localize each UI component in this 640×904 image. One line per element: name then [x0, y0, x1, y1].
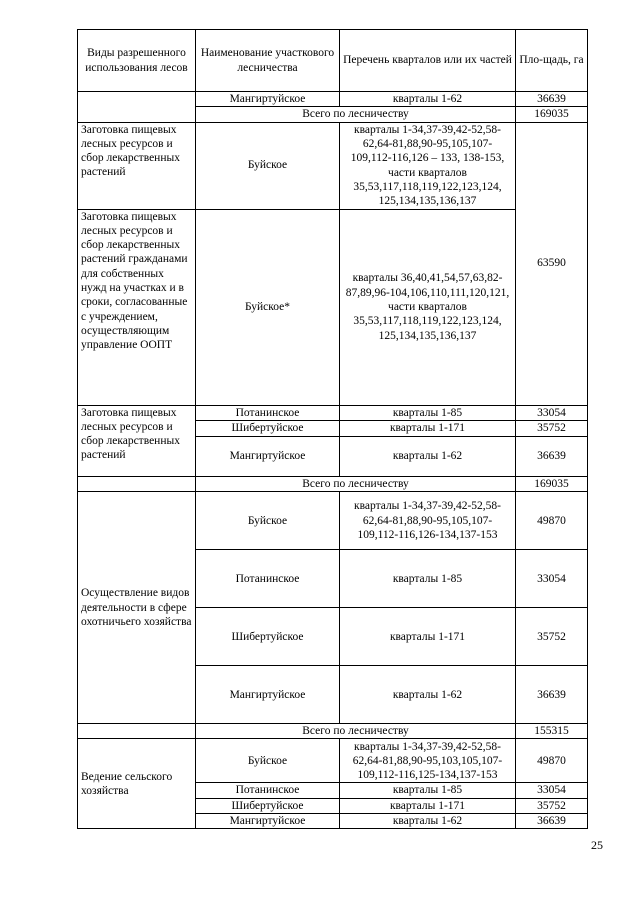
quarters-list: кварталы 1-62: [340, 436, 516, 476]
district-name: Шибертуйское: [196, 420, 340, 436]
total-label: Всего по лесничеству: [196, 107, 516, 122]
quarters-list: кварталы 1-171: [340, 420, 516, 436]
total-row: [78, 724, 588, 739]
area-value: 36639: [516, 814, 588, 829]
area-value: 35752: [516, 420, 588, 436]
header-quarters: Перечень кварталов или их частей: [340, 30, 516, 92]
district-name: Потанинское: [196, 550, 340, 608]
quarters-list: кварталы 1-62: [340, 814, 516, 829]
total-label: Всего по лесничеству: [196, 476, 516, 491]
use-type: Заготовка пищевых лесных ресурсов и сбор лекарственных растений гражданами для собственных нужд на участках и в сроки, согласованные с учреждением, осуществляющим управление ООПТ: [78, 209, 196, 405]
district-name: Мангиртуйское: [196, 666, 340, 724]
district-name: Мангиртуйское: [196, 814, 340, 829]
table-row: [78, 492, 588, 550]
quarters-list: кварталы 1-171: [340, 608, 516, 666]
table-header-row: [78, 30, 588, 92]
quarters-list: кварталы 1-62: [340, 666, 516, 724]
district-name: Буйское: [196, 122, 340, 209]
quarters-list: кварталы 36,40,41,54,57,63,82-87,89,96-104,106,110,111,120,121, части кварталов 35,53,117,118,119,122,123,124, 125,134,135,136,137: [340, 209, 516, 405]
use-type: Ведение сельского хозяйства: [78, 739, 196, 829]
area-value: 36639: [516, 666, 588, 724]
district-name: Мангиртуйское: [196, 436, 340, 476]
area-value: 33054: [516, 783, 588, 798]
quarters-list: кварталы 1-85: [340, 783, 516, 798]
quarters-list: кварталы 1-34,37-39,42-52,58-62,64-81,88,90-95,105,107-109,112-116,126-134,137-153: [340, 492, 516, 550]
quarters-list: кварталы 1-85: [340, 405, 516, 420]
total-area: 155315: [516, 724, 588, 739]
area-value: 33054: [516, 550, 588, 608]
empty-use-cell: [78, 92, 196, 123]
quarters-list: кварталы 1-34,37-39,42-52,58-62,64-81,88,90-95,103,105,107-109,112-116,125-134,137-153: [340, 739, 516, 783]
total-row: [78, 476, 588, 491]
area-value: 36639: [516, 92, 588, 107]
district-name: Буйское: [196, 739, 340, 783]
district-name: Шибертуйское: [196, 798, 340, 813]
empty-use-cell: [78, 724, 196, 739]
quarters-list: кварталы 1-62: [340, 92, 516, 107]
forest-use-table: [77, 29, 588, 829]
quarters-list: кварталы 1-85: [340, 550, 516, 608]
header-district: Наименование участкового лесничества: [196, 30, 340, 92]
header-area: Пло-щадь, га: [516, 30, 588, 92]
total-area: 169035: [516, 476, 588, 491]
district-name: Буйское*: [196, 209, 340, 405]
table-row: [78, 92, 588, 107]
district-name: Буйское: [196, 492, 340, 550]
table-row: [78, 739, 588, 783]
table-row: [78, 209, 588, 405]
district-name: Потанинское: [196, 405, 340, 420]
use-type: Осуществление видов деятельности в сфере охотничьего хозяйства: [78, 492, 196, 724]
area-value: 33054: [516, 405, 588, 420]
quarters-list: кварталы 1-171: [340, 798, 516, 813]
empty-use-cell: [78, 476, 196, 491]
area-value: 36639: [516, 436, 588, 476]
table-row: [78, 405, 588, 420]
area-value: 35752: [516, 608, 588, 666]
header-use-type: Виды разрешенного использования лесов: [78, 30, 196, 92]
area-value: 63590: [516, 122, 588, 405]
use-type: Заготовка пищевых лесных ресурсов и сбор лекарственных растений: [78, 122, 196, 209]
district-name: Мангиртуйское: [196, 92, 340, 107]
table-row: [78, 122, 588, 209]
district-name: Шибертуйское: [196, 608, 340, 666]
total-area: 169035: [516, 107, 588, 122]
area-value: 35752: [516, 798, 588, 813]
quarters-list: кварталы 1-34,37-39,42-52,58-62,64-81,88,90-95,105,107-109,112-116,126 – 133, 138-153, части кварталов 35,53,117,118,119,122,123,124, 125,134,135,136,137: [340, 122, 516, 209]
page-number: 25: [591, 838, 603, 852]
area-value: 49870: [516, 492, 588, 550]
total-label: Всего по лесничеству: [196, 724, 516, 739]
district-name: Потанинское: [196, 783, 340, 798]
area-value: 49870: [516, 739, 588, 783]
use-type: Заготовка пищевых лесных ресурсов и сбор лекарственных растений: [78, 405, 196, 476]
